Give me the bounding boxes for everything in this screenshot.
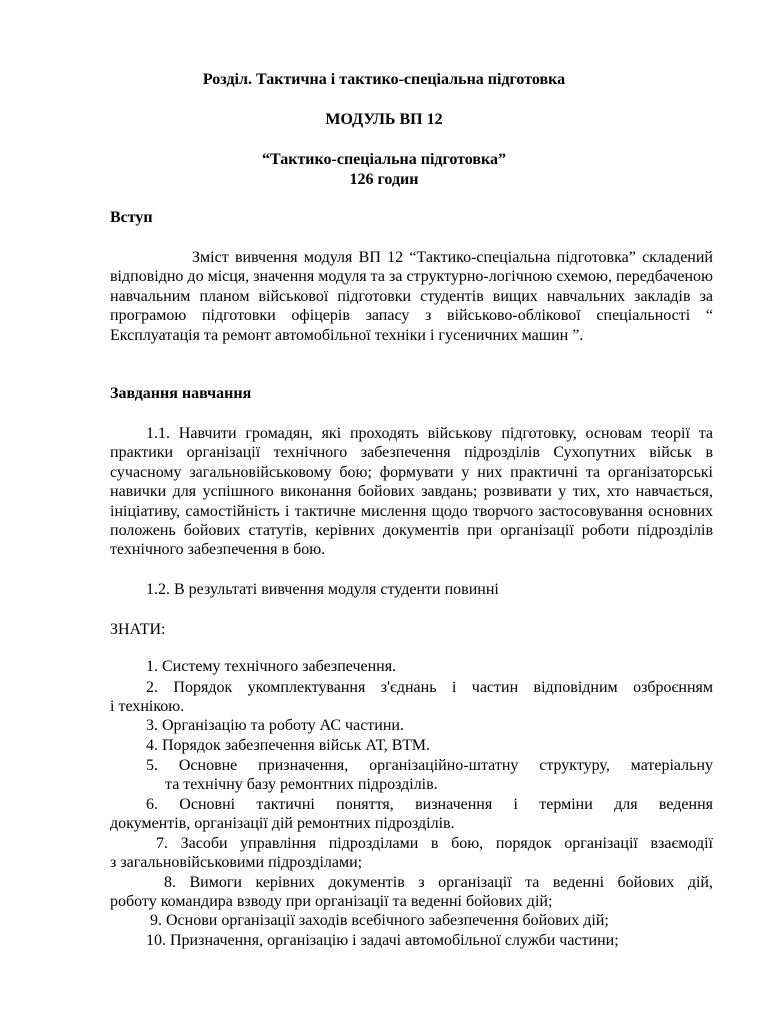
know-item-9: 9. Основи організації заходів всебічного забезпечення бойових дій; xyxy=(150,912,609,929)
module-hours: 126 годин xyxy=(349,171,419,188)
tasks-paragraph-2: 1.2. В результаті вивчення модуля студенти повинні xyxy=(146,581,499,598)
intro-paragraph: Зміст вивчення модуля ВП 12 “Тактико-спеціальна підготовка” складений відповідно до місця, значення модуля та за структурно-логічною схемою, передбаченою навчальним планом військової підготовки студентів вищих навчальних закладів за програмою підготовки офіцерів запасу з військово-облікової спеціальності “ Експлуатація та ремонт автомобільної техніки і гусеничних машин ”. xyxy=(110,249,713,344)
know-item-7-line-2: з загальновійськовими підрозділами; xyxy=(110,854,363,871)
know-item-1: 1. Систему технічного забезпечення. xyxy=(146,658,397,675)
know-item-6-line-2: документів, організації дій ремонтних підрозділів. xyxy=(110,815,455,832)
module-name: “Тактико-спеціальна підготовка” xyxy=(261,151,507,168)
know-item-8-line-2: роботу командира взводу при організації та веденні бойових дій; xyxy=(110,893,553,910)
tasks-paragraph-1: 1.1. Навчити громадян, які проходять військову підготовку, основам теорії та практики організації технічного забезпечення підрозділів Сухопутних військ в сучасному загальновійськовому бою; формувати у них практичні та організаторські навички для успішного виконання бойових завдань; розвивати у тих, хто навчається, ініціативу, самостійність і тактичне мислення щодо творчого застосовування основних положень бойових статутів, керівних документів при організації роботи підрозділів технічного забезпечення в бою. xyxy=(110,425,713,559)
know-item-2-line-2: і технікою. xyxy=(110,698,185,715)
know-item-6-line-1: 6. Основні тактичні поняття, визначення і терміни для ведення xyxy=(146,796,713,813)
know-item-8-line-1: 8. Вимоги керівних документів з організації та веденні бойових дій, xyxy=(164,874,713,891)
module-title: МОДУЛЬ ВП 12 xyxy=(325,111,443,128)
intro-heading: Вступ xyxy=(110,209,153,226)
know-item-5-line-1: 5. Основне призначення, організаційно-штатну структуру, матеріальну xyxy=(146,757,713,774)
know-item-5-line-2: та технічну базу ремонтних підрозділів. xyxy=(165,776,438,793)
tasks-heading: Завдання навчання xyxy=(110,385,252,402)
know-heading: ЗНАТИ: xyxy=(110,621,166,638)
know-item-2-line-1: 2. Порядок укомплектування з'єднань і частин відповідним озброєнням xyxy=(146,679,713,696)
know-item-4: 4. Порядок забезпечення військ АТ, ВТМ. xyxy=(146,737,430,754)
know-item-7-line-1: 7. Засоби управління підрозділами в бою, порядок організації взаємодії xyxy=(156,835,713,852)
section-title: Розділ. Тактична і тактико-спеціальна підготовка xyxy=(202,71,566,88)
know-item-10: 10. Призначення, організацію і задачі автомобільної служби частини; xyxy=(146,932,619,949)
know-item-3: 3. Організацію та роботу АС частини. xyxy=(146,717,404,734)
